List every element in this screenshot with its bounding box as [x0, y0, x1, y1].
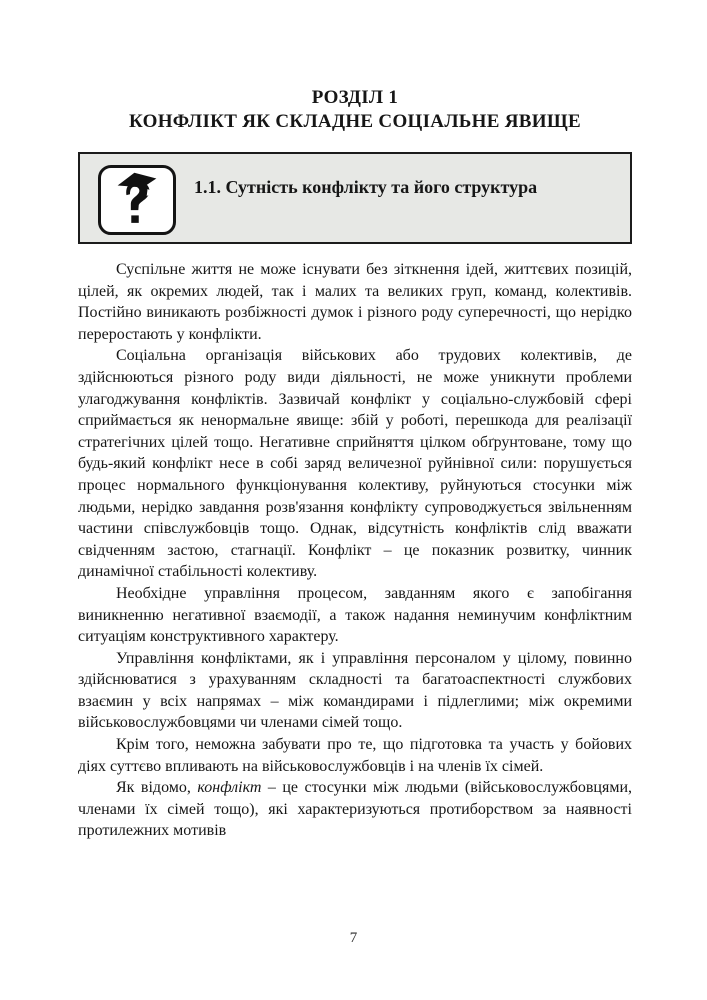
paragraph-1: Суспільне життя не може існувати без зіткнення ідей, життєвих позицій, цілей, як окремих людей, так і малих та великих груп, команд, колективів. Постійно виникають розбіжності думок і різного роду суперечності, що нерідко переростають у конфлікти. [78, 261, 632, 343]
paragraph-6-suffix: – це стосунки між людьми (військовослужбовцями, членами їх сімей тощо), які характеризуються протиборством за наявності протилежних мотивів [78, 779, 633, 840]
paragraph-5: Крім того, неможна забувати про те, що підготовка та участь у бойових діях суттєво впливають на військовослужбовців і на членів їх сімей. [78, 736, 632, 775]
page-content [78, 0, 632, 842]
chapter-number: РОЗДІЛ 1 [311, 87, 399, 108]
page-number: 7 [349, 930, 358, 946]
paragraph-6 [78, 777, 632, 842]
section-header-box [78, 152, 632, 244]
chapter-title: КОНФЛІКТ ЯК СКЛАДНЕ СОЦІАЛЬНЕ ЯВИЩЕ [129, 111, 581, 132]
question-head-icon [98, 165, 176, 235]
paragraph-2: Соціальна організація військових або трудових колективів, де здійснюються різного роду види діяльності, не може уникнути проблеми улагоджування конфліктів. Зазвичай конфлікт у соціально-службовій сфері сприймається як ненормальне явище: збій у роботі, перешкода для реалізації стратегічних цілей тощо. Негативне сприйняття цілком обґрунтоване, тому що будь-який конфлікт несе в собі заряд величезної руйнівної сили: порушується процес нормального функціонування колективу, руйнуються стосунки між людьми, нерідко завдання розв'язання конфлікту супроводжується звільненням частини співслужбовців тощо. Однак, відсутність конфліктів слід вважати свідченням застою, стагнації. Конфлікт – це показник розвитку, чинник динамічної стабільності колективу. [78, 347, 632, 581]
section-title: 1.1. Сутність конфлікту та його структура [194, 177, 538, 197]
paragraph-4: Управління конфліктами, як і управління персоналом у цілому, повинно здійснюватися з урахуванням складності та багатоаспектності службових взаємин у всіх напрямах – між командирами і підлеглими; між окремими військовослужбовцями чи членами сімей тощо. [78, 649, 632, 732]
term-conflict: конфлікт [197, 779, 262, 797]
chapter-heading [78, 86, 632, 134]
paragraph-3: Необхідне управління процесом, завданням якого є запобігання виникненню негативної взаємодії, а також надання неминучим конфліктним ситуаціям конструктивного характеру. [78, 584, 632, 646]
body-text [78, 259, 632, 842]
paragraph-6-prefix: Як відомо, [116, 779, 198, 797]
